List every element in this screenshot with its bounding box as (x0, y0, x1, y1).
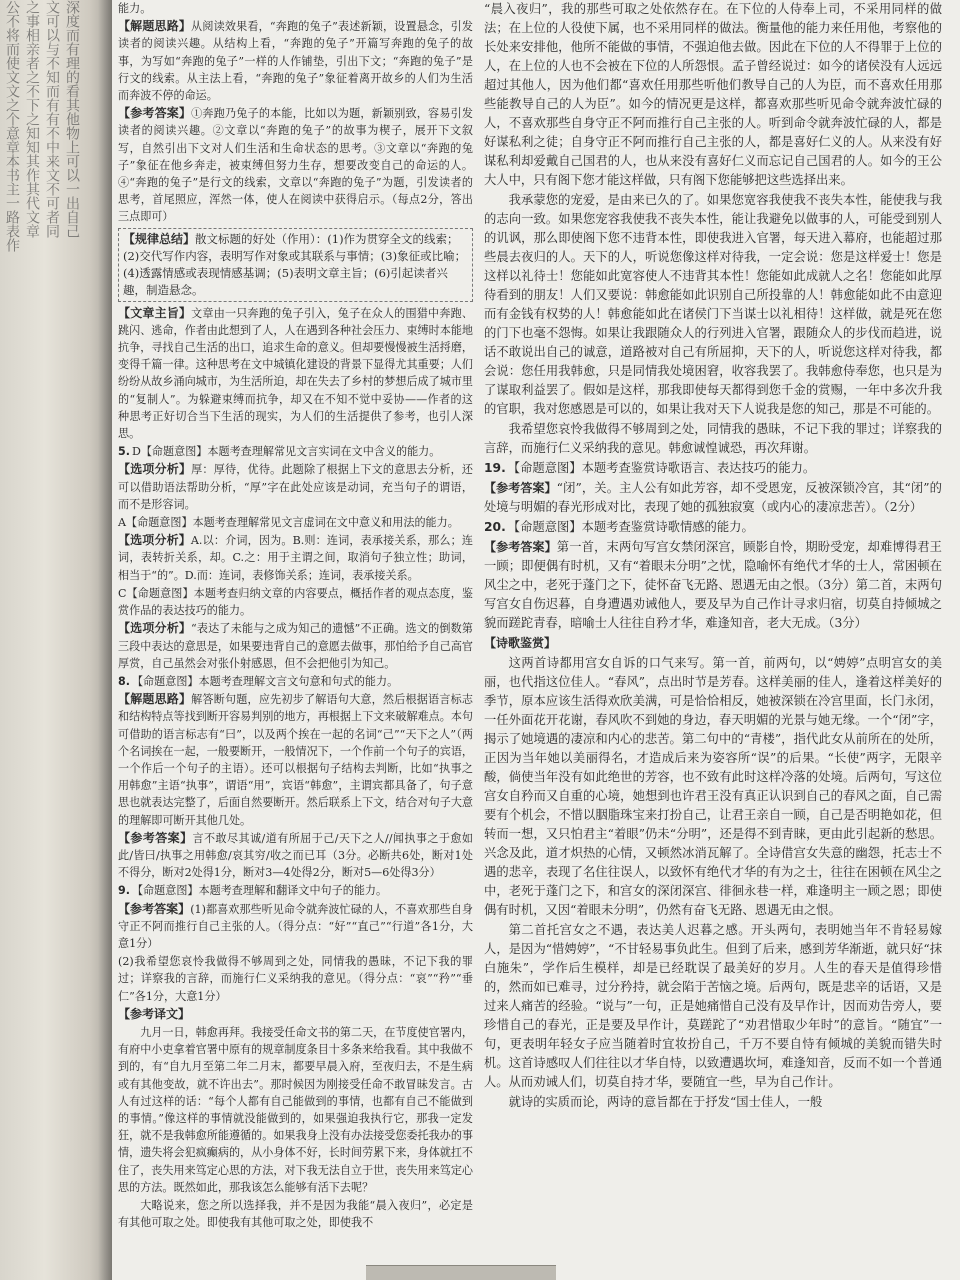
paragraph-text: 解答断句题，应先初步了解语句大意，然后根据语言标志和结构特点等找到断开容易判别的地方，再根据上下文来破解难点。本句可借助的语言标志有“曰”，以及两个挨在一起的名词“己”“天下之人”（两个名词挨在一起，一般要断开，一般情况下，一个作前一个句子的宾语，一个作后一个句子的主语）。还可以根据句子结构去判断，比如“执事之用韩愈”主语“执事”，谓语“用”，宾语“韩愈”，主谓宾都具备了，句子意思也就表达完整了，后面自然要断开。然后联系上下文，结合对句子大意的理解即可断开其他几处。 (118, 693, 474, 827)
question-number: 20. (484, 520, 506, 534)
section-tag: 【参考答案】 (484, 481, 557, 495)
section-tag: 【选项分析】 (118, 462, 192, 477)
question-number: 19. (484, 461, 506, 475)
gutter-text: 之事相亲者之不下之知知其作其代文章 (24, 0, 40, 238)
paragraph-text: 散文标题的好处（作用）：(1)作为贯穿全文的线索；(2)交代写作内容，表明写作对象或其联系与事情；(3)象征或比喻；(4)透露情感或表现情感基调；(5)表明文章主旨；(6)引起读者兴趣，制造悬念。 (123, 231, 467, 297)
paragraph (118, 901, 473, 953)
paragraph-text: 文章由一只奔跑的兔子引入，兔子在众人的围猎中奔跑、跳闪、逃命，作者由此想到了人，人在遇到各种社会压力、束缚时本能地抗争，寻找自己生活的出口，追求生命的意义。但却要慢慢被生活捋磨，变得千篇一律。这种思考在文中城镇化建设的背景下显得尤其重要；人们纷纷从故乡涌向城市，为生活所迫，却在失去了乡村的梦想后成了城市里的“复制人”。为躲避束缚而抗争，却又在不知不觉中妥协——作者的这种思考正好切合当下生活的现实，为人们的生活提供了参考，也引人深思。 (118, 306, 474, 441)
section-tag: 【文章主旨】 (118, 305, 192, 320)
paragraph (118, 620, 473, 672)
question-7: C【命题意图】本题考查归纳文章的内容要点，概括作者的观点态度，鉴赏作品的表达技巧的能力。 (118, 586, 473, 618)
paragraph (118, 532, 473, 584)
question-9 (118, 882, 473, 899)
appreciation-paragraph: 这两首诗都用宫女自诉的口气来写。第一首，前两句，以“娉婷”点明宫女的美丽，也代指这位佳人。“春风”，点出时节是芳春。这样美丽的佳人，逢着这样美好的季节，原本应该生活得欢欣美满，可是恰恰相反，她被深锁在冷宫里面，长门永闭，一任外面花开花谢，春风吹不到她的身边，春天明媚的光景与她无缘。一个“闭”字，揭示了她境遇的凄凉和内心的悲苦。第二句中的“青楼”，指代此女从前所在的处所，正因为当年她以美丽得名，才造成后来为姿容所“误”的后果。“长使”两字，无限辛酸，倘使当年没有如此绝世的芳容，也不致有此时这样冷落的处境。后两句，写这位宫女自矜而又自重的心境，她想到也许君王没有真正认识到自己的春风之面，自己需要有个机会，不惜以胭脂珠宝来打扮自己，让君王亲自一顾，自己是否明艳如花，但转而一想，又只怕君主“着眼”仍未“分明”，还是得不到青睐，更由此引起新的愁思。兴念及此，道才炽热的心情，又顿然冰消瓦解了。全诗借宫女失意的幽怨，托志士不遇的悲辛，表现了名住往误人，以致怀有绝代才华的有为之士，往往在困顿在风尘之中，老死于蓬门之下，和宫女的深闭深宫、徘徊永巷一样，难逢明主一顾之恩；即使偶有时机，又因“着眼未分明”，仍然有奋飞无路、恩遇无由之恨。 (484, 656, 942, 917)
paragraph-text: ①奔跑乃兔子的本能，比如以为题，新颖别致，容易引发读者的阅读兴趣。②文章以“奔跑的兔子”的故事为楔子，展开下文叙写，自然引出下文对人们生活和生命状态的思考。③文章以“奔跑的兔子”象征在他乡奔走，被束缚但努力生存，想要改变自己的命运的人。④“奔跑的兔子”是行文的线索，文章以“奔跑的兔子”为题，引发读者的思考，首尾照应，浑然一体，使人在阅读中获得启示。（每点2分，答出三点即可） (118, 107, 473, 224)
paragraph-text: 【命题意图】本题考查理解文言文句意和句式的能力。 (131, 674, 399, 688)
right-column (484, 0, 942, 1113)
gutter-text: 文可以与不知而有有不中来文不可者同 (44, 0, 60, 238)
section-tag: 【参考答案】 (118, 901, 191, 916)
section-tag: 【参考译文】 (118, 1006, 191, 1021)
translation-paragraph: “晨入夜归”，我的那些可取之处依然存在。在下位的人侍奉上司，不采用同样的做法；在上位的人役使下属，也不采用同样的做法。衡量他的能力来任用他，考察他的长处来安排他，他所不能做的事情，不强迫他去做。因此在下位的人不得罪于上位的人，在上位的人也不会被在下位的人所怨恨。孟子曾经说过：如今的诸侯没有人远远超过其他人，因为他们都“喜欢任用那些听他们教导自己的人为臣，而不喜欢任用那些能教导自己的人为臣”。如今的情况更是这样，都喜欢那些听见命令就奔波忙碌的人，不喜欢那些自身守正不阿而推行自己主张的人。听到命令就奔波忙碌的人，都是好谋私利之徒；自身守正不阿而推行自己主张的人，都是喜好仁义的人。从来没有好谋私利却爱戴自己国君的人，也从来没有喜好仁义而忘记自己国君的人。如今的王公大人中，只有阁下您才能这样做，只有阁下您能够把这些选择出来。 (484, 2, 942, 187)
paragraph (118, 305, 473, 443)
paragraph-text: 第一首，末两句写宫女禁闭深宫，顾影自怜，期盼受宠，却难博得君王一顾；即便偶有时机，又有“着眼未分明”之忧，隐喻怀有绝代才华的士人，常困顿在风尘之中，老死于蓬门之下，徒怀奋飞无路、恩遇无由之恨。（3分）第二首，末两句写宫女自伤迟暮，自身遭遇劝诫他人，要及早为自己作计寻求归宿，切莫自持倾城之貌而蹉跎青春，暗喻士人往往自矜才华，难逢知音，老大无成。（3分） (484, 540, 942, 630)
question-5 (118, 443, 473, 460)
paragraph-text: 从阅读效果看，“奔跑的兔子”表述新颖，设置悬念，引发读者的阅读兴趣。从结构上看，“奔跑的兔子”开篇写奔跑的兔子的故事，为写如“奔跑的兔子”一样的人作铺垫，引出下文；“奔跑的兔子”是行文的线索。从主法上看，“奔跑的兔子”象征着离开故乡的人们为生活而奔波不停的命运。 (118, 20, 473, 103)
paragraph (118, 461, 473, 513)
paragraph-text: “表达了未能与之成为知己的遗憾”不正确。选文的倒数第三段中表达的意思是，如果要违背自己的意愿去做事，那怕给予自己高官厚赏，自己虽然会对张仆射感恩，但不会把他引为知己。 (118, 622, 474, 670)
paragraph (118, 105, 473, 225)
section-tag: 【参考答案】 (484, 540, 557, 554)
poem-appreciation-heading (484, 634, 942, 653)
question-6: A【命题意图】本题考查理解常见文言虚词在文中意义和用法的能力。 (118, 516, 459, 530)
gutter-text: 深度而有理的看其他物上可以一出自己 (64, 0, 80, 238)
paragraph-text: A.以：介词，因为。B.则：连词，表承接关系，那么；连词，表转折关系，却。C.之：用于主谓之间，取消句子独立性；助词，相当于“的”。D.而：连词，表修饰关系；连词，表承接关系。 (118, 534, 473, 582)
paragraph (118, 18, 473, 104)
left-column (118, 0, 473, 1232)
page-fold-shadow (98, 0, 112, 1280)
paragraph-text: 【命题意图】本题考查理解和翻译文中句子的能力。 (131, 884, 388, 898)
question-number: 5. (118, 445, 130, 459)
question-number: 8. (118, 674, 130, 688)
paragraph-text: D【命题意图】本题考查理解常见文言实词在文中含义的能力。 (131, 445, 441, 459)
book-page (112, 0, 960, 1280)
section-tag: 【诗歌鉴赏】 (484, 636, 557, 650)
appreciation-paragraph: 就诗的实质而论，两诗的意旨都在于抒发“国士佳人，一般 (508, 1095, 823, 1109)
translation-paragraph: 九月一日，韩愈再拜。我接受任命文书的第二天，在节度使官署内，有府中小吏拿着官署中原有的规章制度条目十多条来给我看。其中我做不到的，有“自九月至第二年二月末，都要早晨入府，至夜归去，不是生病或有其他变故，就不许出去”。那时候因为刚接受任命不敢冒昧发言。古人有过这样的话：“每个人都有自己能做到的事情，也都有自己不能做到的事情。”像这样的事情就没能做到的，如果强迫我执行它，那我一定发狂，就不是我韩愈所能遵循的。如果我身上没有办法接受您委托我办的事情，遗失将会犯疯癫病的，从小身体不好，长时间劳累下来，身体就扛不住了，丧失用来笃定心思的方法，对下我无法自立于世，丧失用来笃定心思的方法。既然如此，那我该怎么能够有活下去呢？ (118, 1025, 474, 1194)
question-19 (484, 459, 942, 478)
paragraph-text: 【命题意图】本题考查鉴赏诗歌语言、表达技巧的能力。 (507, 461, 816, 475)
translation-paragraph: 大略说来，您之所以选择我，并不是因为我能“晨入夜归”，必定是有其他可取之处。即使我有其他可取之处，即使我不 (118, 1199, 473, 1230)
appreciation-paragraph: 第二首托宫女之不遇，表达美人迟暮之感。开头两句，表明她当年不肯轻易嫁人，是因为“惜娉婷”，“不甘轻易事负此生。但到了后来，感到芳华渐逝，就只好“抹白施朱”，学作后生模样，却是已经耽误了最美好的岁月。人生的春天是值得珍惜的，然而如已难寻，过分矜持，就会陷于苦恼之境。后两句，既是悲辛的话语，又是过来人痛苦的经验。“说与”一句，正是她痛惜自己没有及早作计，因而劝告旁人，要珍惜自己的春光，正是要及早作计，莫蹉跎了“劝君惜取少年时”的意旨。“随宜”一句，更表明年轻女子应当随着时宜妆扮自己，千万不要自恃有倾城的美貌而错失时机。这首诗感叹人们往往以才华自恃，以致遭遇坎坷，难逢知音，反而不如一个普通人。从而劝诫人们，切莫自持才华，要随宜一些，早为自己作计。 (484, 923, 942, 1089)
paragraph: (2)我希望您哀怜我做得不够周到之处，同情我的愚昧，不记下我的罪过；详察我的言辞，而施行仁义采纳我的意见。（得分点：“哀”“矜”“垂仁”各1分，大意1分） (118, 955, 473, 1003)
previous-page-gutter (0, 0, 112, 1280)
section-tag: 【参考答案】 (118, 106, 192, 121)
section-tag: 【选项分析】 (118, 533, 191, 548)
section-tag: 【选项分析】 (118, 621, 192, 636)
section-tag: 【规律总结】 (123, 231, 196, 246)
rule-summary-box (118, 228, 473, 302)
question-20 (484, 518, 942, 537)
paragraph-text: 厚：厚待，优待。此题除了根据上下文的意思去分析，还可以借助语法帮助分析，“厚”字在此处应该是动词，充当句子的谓语，而不是形容词。 (118, 463, 473, 511)
paragraph (118, 691, 473, 829)
paragraph-text: 言不敢尽其诚/道有所屈于己/天下之人//闻执事之于愈如此/皆曰/执事之用韩愈/哀其穷/收之而已耳（3分。必断共6处，断对1处不得分，断对2处得1分，断对3—4处得2分，断对5—6处得3分） (118, 831, 473, 880)
question-number: 9. (118, 884, 130, 898)
paragraph (484, 479, 942, 517)
page-footer-tab (366, 1265, 556, 1280)
gutter-text: 公不将而使文文之个意章本书主一路表作 (4, 0, 20, 252)
paragraph: 能力。 (118, 2, 152, 15)
section-tag: 【解题思路】 (118, 19, 192, 34)
translation-heading (118, 1006, 473, 1023)
question-8 (118, 673, 473, 690)
paragraph-text: (1)都喜欢那些听见命令就奔波忙碌的人，不喜欢那些自身守正不阿而推行自己主张的人。（得分点：“好”“直己”“行道”各1分，大意1分） (118, 902, 473, 950)
section-tag: 【解题思路】 (118, 692, 192, 707)
translation-paragraph: 我承蒙您的宠爱，是由来已久的了。如果您宽容我使我不丧失本性，能使我与我的志向一致。如果您宠容我使我不丧失本性，能让我避免以做事的人，可能受到别人的讥讽，那么即使阁下您不违背本性，即使我进入官署，每天进入幕府，也能超过那些晨去夜归的人。天下的人，听说您像这样对待我，一定会说：您是这样爱士！您是这样以礼待士！您能如此宽容使人不违背其本性！您能如此成就人之名！您能如此厚待看到的朋友！人们又要说：韩愈能如此识别自己所投靠的人！韩愈能如此不由意迎而有金钱有权势的人！韩愈能如此在诸侯门下当谋士以礼相待！这样做，就是死在您的门下也毫不怨悔。如果让我跟随众人的行列进入官署，跟随众人的步伐而趋进，说话不敢说出自己的诚意，道路被对自己有所屈抑，天下的人，听说您这样对待我，都会说：您任用我韩愈，只是同情我处境困窘，收容我罢了。我韩愈侍奉您，也只是为了谋取利益罢了。假如是这样，那我即使每天都得到您千金的赏赐，一年中多次升我的官职，我对您感恩是可以的，如果让我对天下人说我是您的知己，那是不可能的。 (484, 193, 942, 416)
paragraph-text: 【命题意图】本题考查鉴赏诗歌情感的能力。 (507, 520, 754, 534)
section-tag: 【参考答案】 (118, 830, 193, 845)
paragraph (484, 538, 942, 633)
paragraph-text: “闭”，关。主人公有如此芳容，却不受恩宠，反被深锁冷宫，其“闭”的处境与明媚的春光形成对比，表现了她的孤独寂寞（或内心的凄凉悲苦）。（2分） (484, 481, 942, 514)
paragraph (118, 830, 473, 882)
translation-paragraph: 我希望您哀怜我做得不够周到之处，同情我的愚昧，不记下我的罪过；详察我的言辞，而施行仁义采纳我的意见。韩愈诚惶诚恐，再次拜谢。 (484, 422, 942, 455)
